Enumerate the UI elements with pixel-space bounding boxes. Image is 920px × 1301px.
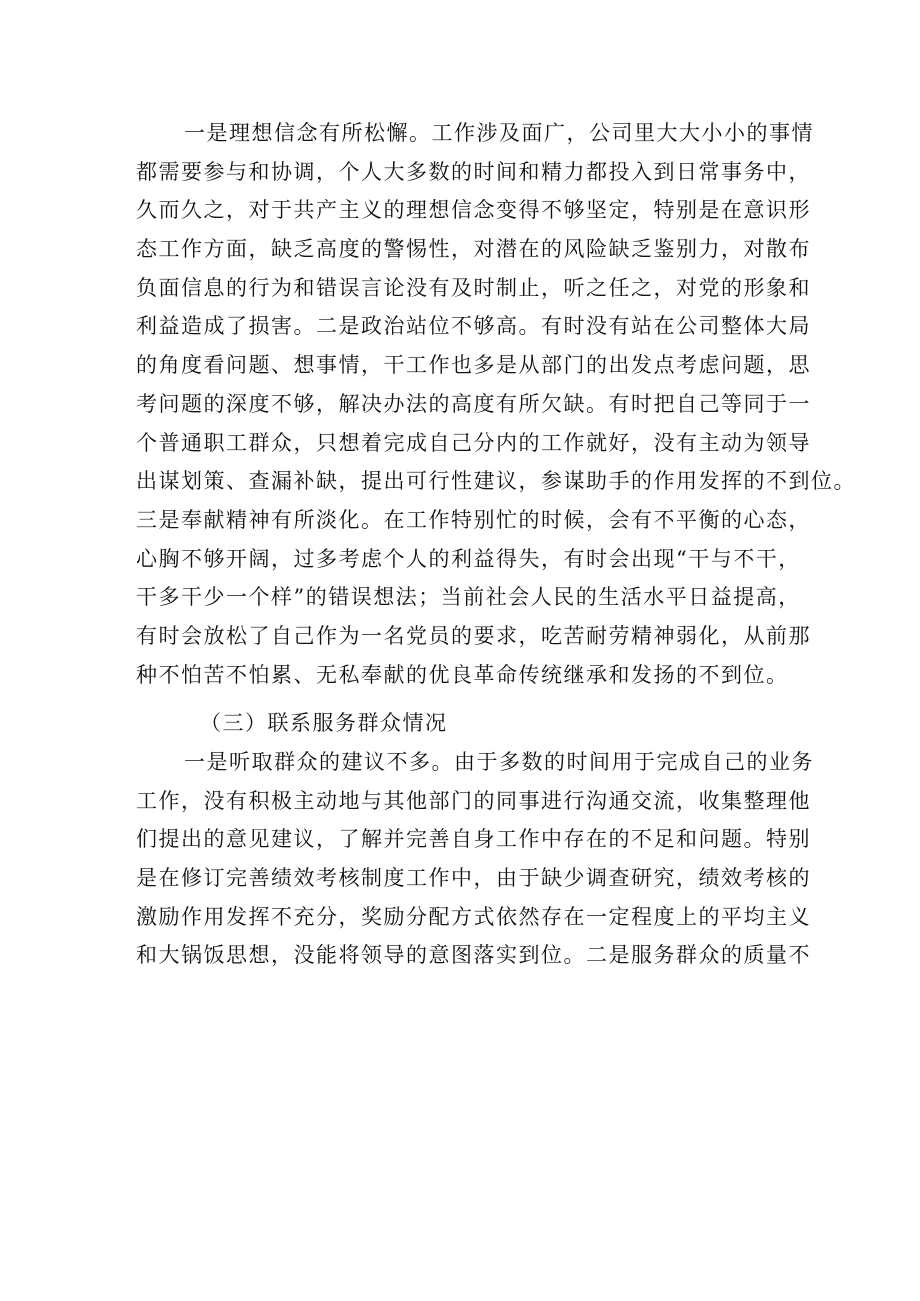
paragraph-line: 工作，没有积极主动地与其他部门的同事进行沟通交流，收集整理他 xyxy=(136,788,811,813)
paragraph-line: 种不怕苦不怕累、无私奉献的优良革命传统继承和发扬的不到位。 xyxy=(136,662,789,687)
paragraph-line: 有时会放松了自己作为一名党员的要求，吃苦耐劳精神弱化，从前那 xyxy=(136,623,811,648)
paragraph-line: 态工作方面，缺乏高度的警惕性，对潜在的风险缺乏鉴别力，对散布 xyxy=(136,237,811,262)
paragraph-line: 的角度看问题、想事情，干工作也多是从部门的出发点考虑问题，思 xyxy=(136,353,811,378)
paragraph-gap xyxy=(136,694,786,704)
paragraph-line: 都需要参与和协调，个人大多数的时间和精力都投入到日常事务中， xyxy=(136,159,811,184)
paragraph-line: 心胸不够开阔，过多考虑个人的利益得失，有时会出现“干与不干， xyxy=(136,546,801,571)
paragraph-line: 干多干少一个样”的错误想法；当前社会人民的生活水平日益提高， xyxy=(136,585,801,610)
paragraph-line: 和大锅饭思想，没能将领导的意图落实到位。二是服务群众的质量不 xyxy=(136,943,811,968)
paragraph-line: 利益造成了损害。二是政治站位不够高。有时没有站在公司整体大局 xyxy=(136,314,811,339)
paragraph-line: 久而久之，对于共产主义的理想信念变得不够坚定，特别是在意识形 xyxy=(136,198,811,223)
paragraph-line: 激励作用发挥不充分，奖励分配方式依然存在一定程度上的平均主义 xyxy=(136,904,811,929)
document-body xyxy=(136,114,856,975)
section-heading: （三）联系服务群众情况 xyxy=(200,711,448,736)
paragraph-line: 一是理想信念有所松懈。工作涉及面广，公司里大大小小的事情 xyxy=(184,121,814,145)
paragraph-line: 是在修订完善绩效考核制度工作中，由于缺少调查研究，绩效考核的 xyxy=(136,866,811,891)
paragraph-line: 出谋划策、查漏补缺，提出可行性建议，参谋助手的作用发挥的不到位。 xyxy=(136,469,856,494)
paragraph-line: 一是听取群众的建议不多。由于多数的时间用于完成自己的业务 xyxy=(184,750,814,774)
paragraph-line: 个普通职工群众，只想着完成自己分内的工作就好，没有主动为领导 xyxy=(136,430,811,455)
paragraph-line: 三是奉献精神有所淡化。在工作特别忙的时候，会有不平衡的心态， xyxy=(136,507,811,532)
paragraph-line: 考问题的深度不够，解决办法的高度有所欠缺。有时把自己等同于一 xyxy=(136,391,811,416)
paragraph-line: 负面信息的行为和错误言论没有及时制止，听之任之，对党的形象和 xyxy=(136,275,811,300)
paragraph-line: 们提出的意见建议，了解并完善自身工作中存在的不足和问题。特别 xyxy=(136,827,811,852)
